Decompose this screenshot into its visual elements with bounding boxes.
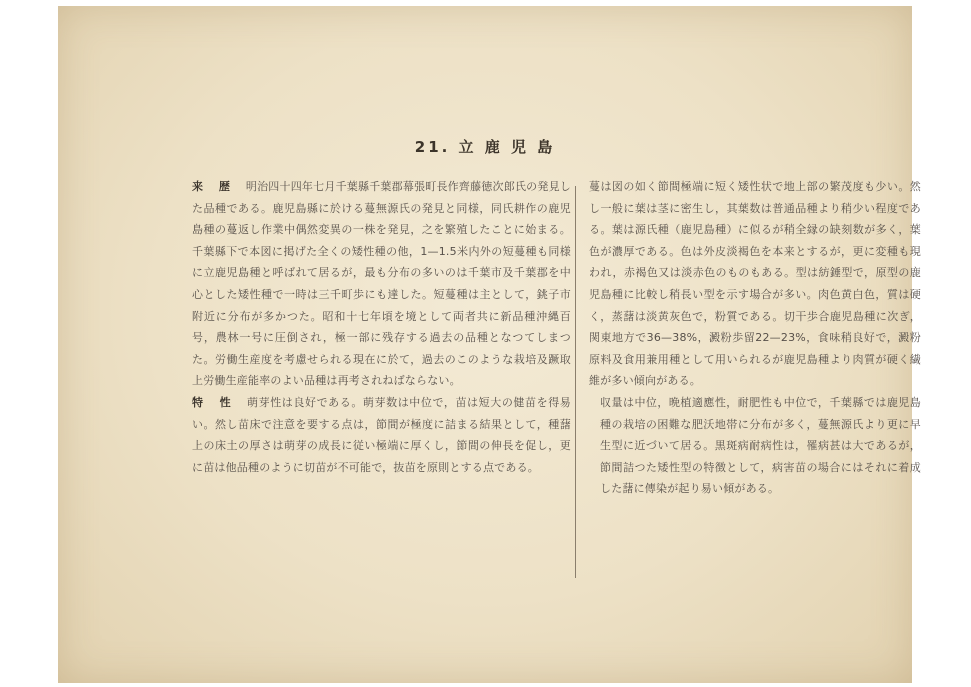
history-heading: 来 歴 (192, 180, 236, 193)
right-column (589, 176, 921, 500)
morphology-paragraph: 蔓は図の如く節間極端に短く矮性状で地上部の繁茂度も少い。然し一般に葉は茎に密生し，其葉数は普通品種より稍少い程度である。葉は源氏種（鹿児島種）に似るが稍全縁の缺刻数が多く，葉色が濃厚である。色は外皮淡褐色を本来とするが，更に変種も現われ，赤褐色又は淡赤色のものもある。型は紡錘型で，原型の鹿児島種に比較し稍長い型を示す場合が多い。肉色黄白色，質は硬く，蒸藷は淡黄灰色で，粉質である。切干歩合鹿児島種に次ぎ，関東地方で36—38%，澱粉歩留22—23%，食味稍良好で，澱粉原料及食用兼用種として用いられるが鹿児島種より肉質が硬く繊維が多い傾向がある。 (589, 180, 921, 388)
left-column (181, 176, 571, 478)
history-text: 明治四十四年七月千葉縣千葉郡幕張町長作齊藤徳次郎氏の発見した品種である。鹿児島縣に於ける蔓無源氏の発見と同様，同氏耕作の鹿児島種の蔓返し作業中偶然変異の一株を発見，之を繁殖したことに始まる。千葉縣下で本図に掲げた全くの矮性種の他，1—1.5米内外の短蔓種も同様に立鹿児島種と呼ばれて居るが，最も分布の多いのは千葉市及千葉郡を中心とした矮性種で一時は三千町歩にも達した。短蔓種は主として，銚子市附近に分布が多かつた。昭和十七年頃を境として両者共に新品種沖縄百号，農林一号に圧倒され，極一部に残存する過去の品種となつてしまつた。労働生産度を考慮せられる現在に於て，過去のこのような栽培及蹶取上労働生産能率のよい品種は再考されねばならない。 (192, 180, 571, 388)
page-title: 21. 立 鹿 児 島 (414, 138, 556, 156)
traits-text: 萌芽性は良好である。萌芽数は中位で，苗は短大の健苗を得易い。然し苗床で注意を要する点は，節間が極度に詰まる結果として，種藷上の床土の厚さは萌芽の成長に従い極端に厚くし，節間の伸長を促し，更に苗は他品種のように切苗が不可能で，抜苗を原則とする点である。 (192, 395, 571, 474)
yield-paragraph: 収量は中位，晩植適應性，耐肥性も中位で，千葉縣では鹿児島種の栽培の困難な肥沃地帯に分布が多く，蔓無源氏より更に早生型に近づいて居る。黒斑病耐病性は，罹病甚は大であるが，節間詰つた矮性型の特徴として，病害苗の場合にはそれに着成した藷に傳染が起り易い傾がある。 (600, 395, 921, 496)
history-paragraph (181, 176, 571, 392)
document-page (58, 6, 921, 683)
traits-paragraph (181, 392, 571, 478)
traits-heading: 特 性 (192, 395, 238, 409)
column-divider (575, 186, 576, 578)
